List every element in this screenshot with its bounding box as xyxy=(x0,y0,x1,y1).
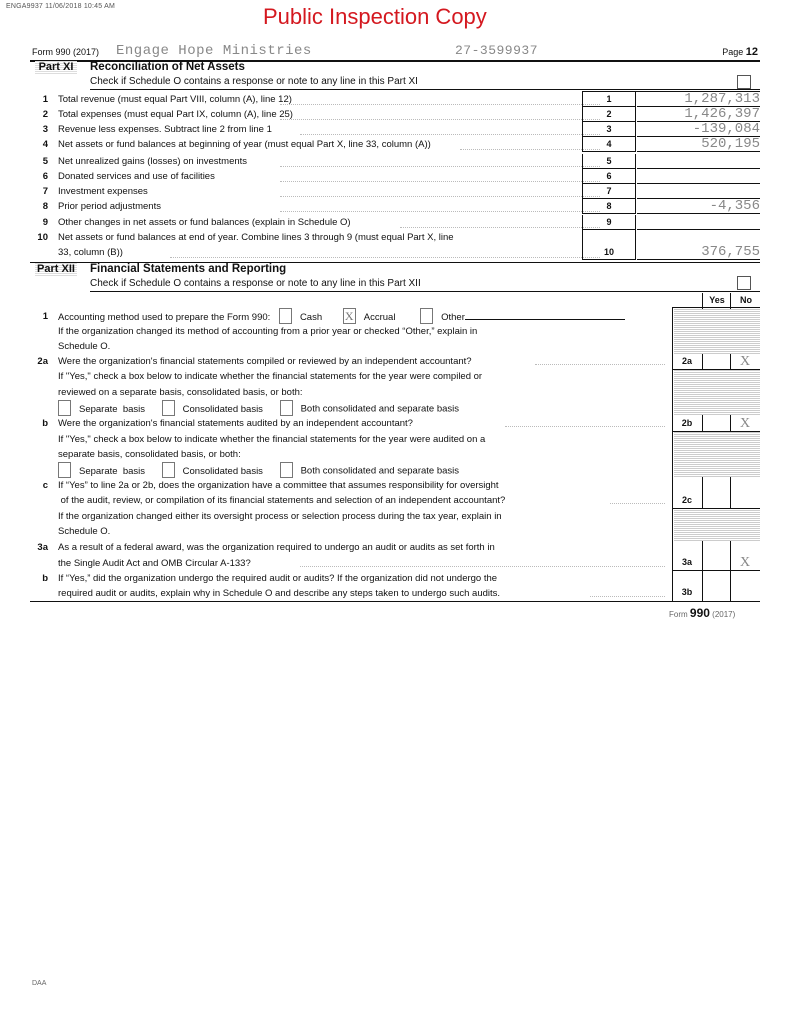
line-amount-field[interactable] xyxy=(637,154,760,169)
line-text: If “Yes” to line 2a or 2b, does the organization have a committee that assumes responsibility for oversight xyxy=(58,480,499,491)
line-2a-continuation xyxy=(30,369,760,384)
form-header xyxy=(30,44,760,62)
line-text: If "Yes," check a box below to indicate whether the financial statements for the year were audited on a xyxy=(58,434,486,445)
separate-basis-checkbox[interactable] xyxy=(58,400,71,416)
line-box-number: 5 xyxy=(582,154,636,169)
leader-dots xyxy=(280,109,600,120)
leader-dots xyxy=(535,354,665,365)
basis-options xyxy=(58,463,459,479)
answer-3a-no[interactable]: X xyxy=(739,555,751,570)
leader-dots xyxy=(460,139,600,150)
separate-basis-label: Separate basis xyxy=(79,465,146,477)
line-text: If the organization changed its method of accounting from a prior year or checked “Other,” explain in xyxy=(58,326,478,337)
page-label: Page xyxy=(722,47,744,57)
line-text-continued: 33, column (B)) xyxy=(58,247,123,258)
line-box-number: 2 xyxy=(582,107,636,122)
filing-stamp: ENGA9937 11/06/2018 10:45 AM xyxy=(6,3,115,10)
other-input[interactable] xyxy=(465,309,625,320)
line-box-number: 10 xyxy=(582,230,636,260)
line-text: Schedule O. xyxy=(58,341,111,352)
part-xi-line-6 xyxy=(30,169,760,184)
line-amount-field[interactable]: 1,287,313 xyxy=(637,92,760,107)
line-2b-basis-options xyxy=(30,463,760,478)
leader-dots xyxy=(300,124,600,135)
page-number: 12 xyxy=(745,46,758,58)
line-text xyxy=(58,309,625,325)
leader-dots xyxy=(280,201,600,212)
line-text: Net assets or fund balances at end of year. Combine lines 3 through 9 (must equal Part X, line xyxy=(58,232,454,243)
accrual-label: Accrual xyxy=(363,312,396,323)
line-text: reviewed on a separate basis, consolidated basis, or both: xyxy=(58,387,303,398)
line-text: Net unrealized gains (losses) on investments xyxy=(58,156,248,167)
line-text: the Single Audit Act and OMB Circular A-133? xyxy=(58,558,251,569)
cash-label: Cash xyxy=(299,312,323,323)
line-2c-continuation xyxy=(30,524,760,539)
line-amount-field[interactable]: -139,084 xyxy=(637,122,760,137)
watermark-title: Public Inspection Copy xyxy=(263,4,487,29)
part-xi-schedule-o-check xyxy=(90,76,760,90)
line-number: 8 xyxy=(42,201,48,212)
part-xi-line-2 xyxy=(30,107,760,122)
answer-2a-no[interactable]: X xyxy=(739,354,751,369)
line-text: Prior period adjustments xyxy=(58,201,161,212)
line-box-number: 3 xyxy=(582,122,636,137)
line-amount-field[interactable]: 376,755 xyxy=(637,230,760,260)
part-xii-schedule-o-check xyxy=(90,278,760,292)
line-text: of the audit, review, or compilation of its financial statements and selection of an independent accountant? xyxy=(58,495,506,506)
leader-dots xyxy=(400,217,600,228)
line-2a-continuation xyxy=(30,385,760,400)
leader-dots xyxy=(170,247,600,258)
line-text: Donated services and use of facilities xyxy=(58,171,215,182)
line-number: 1 xyxy=(42,311,48,322)
both-basis-label: Both consolidated and separate basis xyxy=(300,465,460,477)
line-number: b xyxy=(42,573,48,584)
line-text: Revenue less expenses. Subtract line 2 from line 1 xyxy=(58,124,272,135)
line-3b xyxy=(30,571,760,586)
line-text: If "Yes," check a box below to indicate whether the financial statements for the year were compiled or xyxy=(58,371,483,382)
both-basis-checkbox[interactable] xyxy=(280,462,293,478)
consolidated-basis-label: Consolidated basis xyxy=(182,465,263,477)
part-xi-line-3 xyxy=(30,122,760,137)
line-2a-basis-options xyxy=(30,401,760,416)
part-xii-schedule-o-checkbox[interactable] xyxy=(737,276,751,290)
basis-options xyxy=(58,401,459,417)
answer-2b-no[interactable]: X xyxy=(739,416,751,431)
line-2b-continuation xyxy=(30,447,760,462)
footer-form-number: 990 xyxy=(689,606,710,620)
cash-checkbox[interactable] xyxy=(279,308,292,324)
line-1-continuation xyxy=(30,339,760,354)
line-amount-field[interactable]: 520,195 xyxy=(637,137,760,152)
line-1-accounting-method xyxy=(30,309,760,324)
line-box-number: 6 xyxy=(582,169,636,184)
other-checkbox[interactable] xyxy=(420,308,433,324)
line-2b xyxy=(30,416,760,431)
both-basis-checkbox[interactable] xyxy=(280,400,293,416)
line-number: b xyxy=(42,418,48,429)
consolidated-basis-checkbox[interactable] xyxy=(162,462,175,478)
consolidated-basis-label: Consolidated basis xyxy=(182,403,263,415)
box-3a-label: 3a xyxy=(681,557,692,567)
part-xii-title: Financial Statements and Reporting xyxy=(90,263,287,275)
line-text: separate basis, consolidated basis, or both: xyxy=(58,449,241,460)
leader-dots xyxy=(280,171,600,182)
box-3b-label: 3b xyxy=(681,587,693,597)
part-xi-schedule-o-checkbox[interactable] xyxy=(737,75,751,89)
line-3b-continuation xyxy=(30,586,760,602)
line-number: 2a xyxy=(37,356,48,367)
line-number: 7 xyxy=(42,186,48,197)
line-amount-field[interactable]: -4,356 xyxy=(637,199,760,214)
leader-dots xyxy=(280,186,600,197)
box-2a-label: 2a xyxy=(681,356,692,366)
line-text: Total expenses (must equal Part IX, column (A), line 25) xyxy=(58,109,293,120)
part-xii-label: Part XII xyxy=(35,263,77,276)
line-3a xyxy=(30,540,760,555)
line-text: Were the organization's financial statements audited by an independent accountant? xyxy=(58,418,413,429)
line-2b-continuation xyxy=(30,432,760,447)
ein: 27-3599937 xyxy=(455,43,539,58)
line-2c xyxy=(30,478,760,493)
line-3a-continuation xyxy=(30,556,760,571)
line-text: Schedule O. xyxy=(58,526,111,537)
line-number: 10 xyxy=(37,232,48,243)
form-label: Form 990 (2017) xyxy=(32,47,100,57)
line-amount-field[interactable] xyxy=(637,215,760,230)
amount-column-top-border xyxy=(582,91,760,92)
line-number: 3a xyxy=(37,542,48,553)
line-number: 5 xyxy=(42,156,48,167)
line-text: Investment expenses xyxy=(58,186,148,197)
footer-form-label: Form xyxy=(669,610,688,619)
footer-year: (2017) xyxy=(712,610,736,619)
line-amount-field[interactable]: 1,426,397 xyxy=(637,107,760,122)
part-xi-line-5 xyxy=(30,154,760,169)
check-text: Check if Schedule O contains a response or note to any line in this Part XII xyxy=(90,278,421,289)
form-footer xyxy=(669,606,735,620)
line-number: c xyxy=(42,480,48,491)
line-box-number: 8 xyxy=(582,199,636,214)
box-2c-label: 2c xyxy=(681,495,692,505)
line-box-number: 9 xyxy=(582,215,636,230)
part-xi-header xyxy=(30,61,760,75)
no-header: No xyxy=(730,293,761,307)
both-basis-label: Both consolidated and separate basis xyxy=(300,403,460,415)
daa-label: DAA xyxy=(32,980,47,987)
leader-dots xyxy=(590,586,665,597)
consolidated-basis-checkbox[interactable] xyxy=(162,400,175,416)
line-1-continuation xyxy=(30,324,760,339)
leader-dots xyxy=(280,156,600,167)
other-label: Other xyxy=(441,312,465,323)
part-xi-line-9 xyxy=(30,215,760,230)
part-xi-line-7 xyxy=(30,184,760,199)
yes-header: Yes xyxy=(702,293,731,307)
line-text: Were the organization's financial statements compiled or reviewed by an independent accountant? xyxy=(58,356,472,367)
part-xi-line-4 xyxy=(30,137,760,152)
line-box-number: 4 xyxy=(582,137,636,152)
check-text: Check if Schedule O contains a response or note to any line in this Part XI xyxy=(90,76,418,87)
line-amount-field[interactable] xyxy=(637,169,760,184)
separate-basis-label: Separate basis xyxy=(79,403,146,415)
line-number: 2 xyxy=(42,109,48,120)
line-text: As a result of a federal award, was the organization required to undergo an audit or audits as set forth in xyxy=(58,542,495,553)
line-text: If “Yes,” did the organization undergo the required audit or audits? If the organization did not undergo the xyxy=(58,573,498,584)
line-text: Total revenue (must equal Part VIII, column (A), line 12) xyxy=(58,94,292,105)
accrual-checkbox[interactable]: X xyxy=(343,308,356,324)
line-2a xyxy=(30,354,760,369)
line-text: required audit or audits, explain why in Schedule O and describe any steps taken to undergo such audits. xyxy=(58,588,501,599)
leader-dots xyxy=(505,416,665,427)
line-number: 6 xyxy=(42,171,48,182)
line-box-number: 1 xyxy=(582,92,636,107)
line-text: Other changes in net assets or fund balances (explain in Schedule O) xyxy=(58,217,351,228)
line-number: 1 xyxy=(42,94,48,105)
line-amount-field[interactable] xyxy=(637,184,760,199)
part-xi-line-8 xyxy=(30,199,760,214)
line-2c-continuation xyxy=(30,493,760,508)
line-number: 9 xyxy=(42,217,48,228)
line-2c-continuation xyxy=(30,509,760,524)
separate-basis-checkbox[interactable] xyxy=(58,462,71,478)
line-1-text: Accounting method used to prepare the Form 990: xyxy=(58,312,271,323)
box-2b-label: 2b xyxy=(681,418,693,428)
part-xii-header xyxy=(30,262,760,278)
page-indicator xyxy=(722,46,758,58)
part-xi-title: Reconciliation of Net Assets xyxy=(90,61,245,73)
line-box-number: 7 xyxy=(582,184,636,199)
line-number: 3 xyxy=(42,124,48,135)
part-xi-label: Part XI xyxy=(35,61,77,74)
line-number: 4 xyxy=(42,139,48,150)
part-xi-line-1 xyxy=(30,92,760,107)
part-xi-line-10 xyxy=(30,230,760,260)
leader-dots xyxy=(610,493,665,504)
leader-dots xyxy=(300,556,665,567)
leader-dots xyxy=(280,94,600,105)
line-text: If the organization changed either its oversight process or selection process during the tax year, explain in xyxy=(58,511,502,522)
org-name: Engage Hope Ministries xyxy=(116,43,312,59)
line-text: Net assets or fund balances at beginning of year (must equal Part X, line 33, column (A)) xyxy=(58,139,431,150)
